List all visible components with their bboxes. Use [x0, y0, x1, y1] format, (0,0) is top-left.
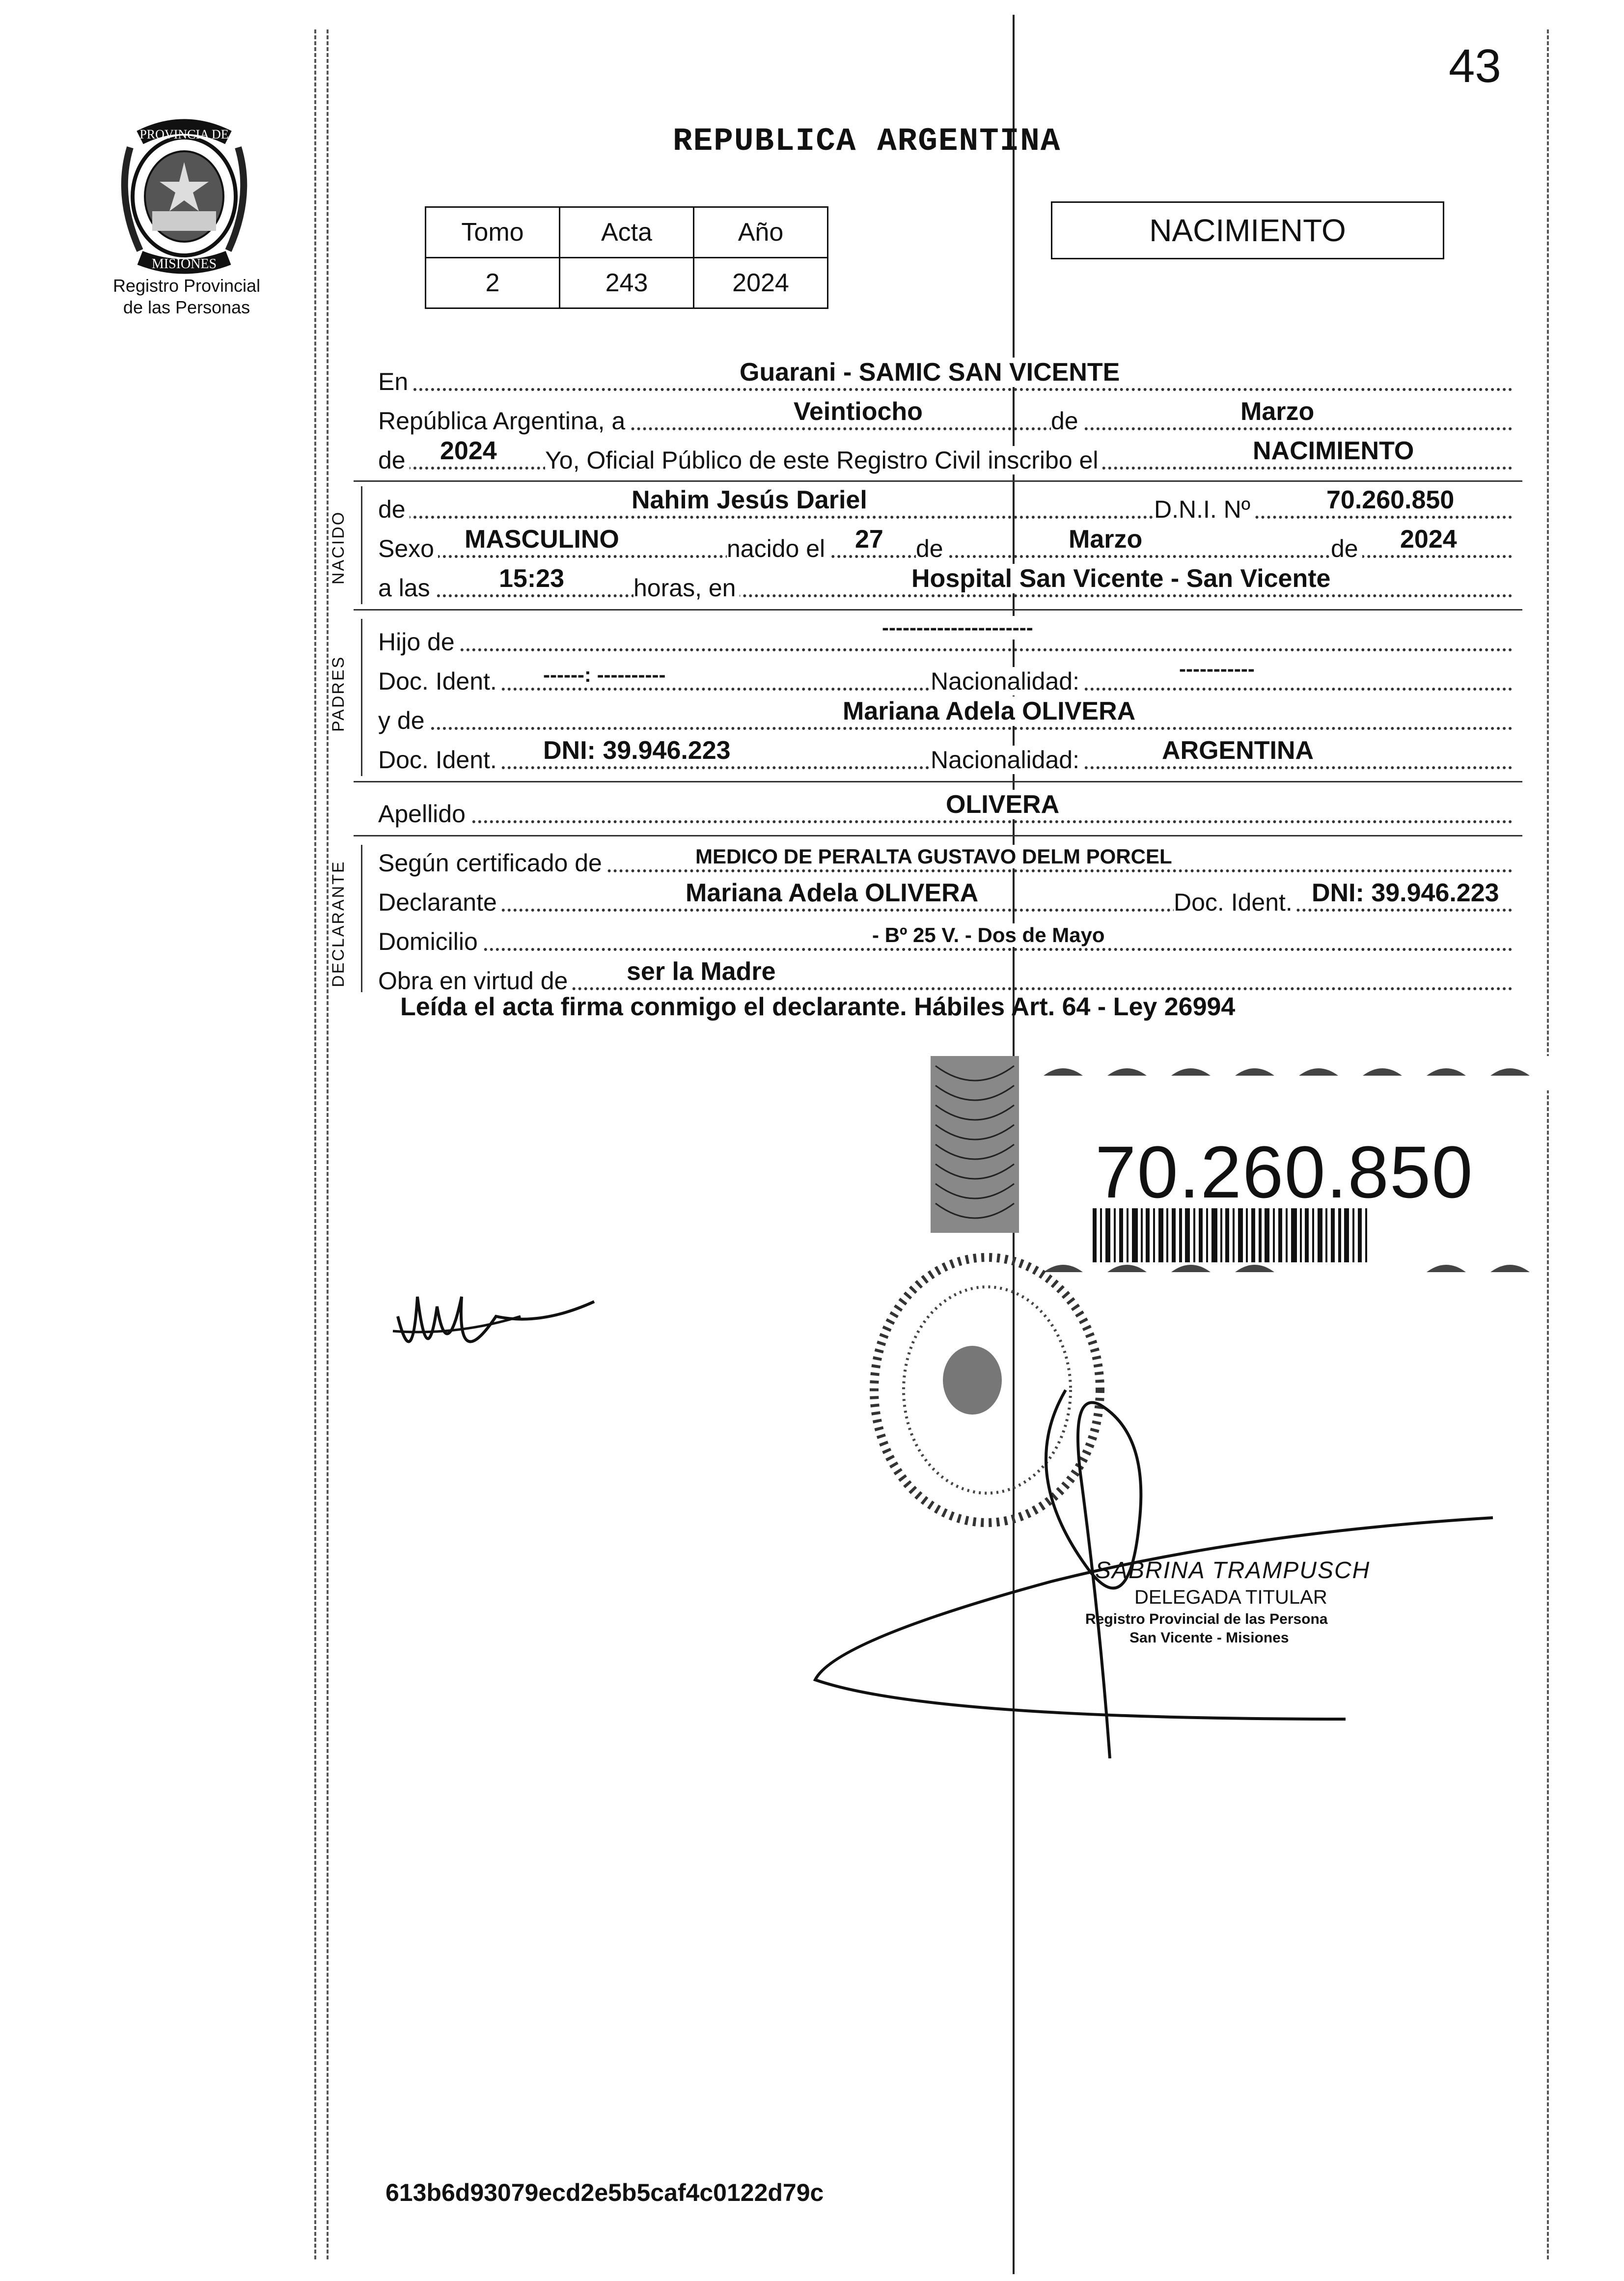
- label-y-de: y de: [378, 706, 429, 735]
- value-acta: 243: [560, 258, 694, 308]
- value-year: 2024: [437, 436, 500, 466]
- label-de-birth-year: de: [1331, 534, 1362, 563]
- row-hora: [378, 565, 1513, 604]
- seal-text-bottom: MISIONES: [151, 256, 217, 272]
- row-en: [378, 359, 1513, 398]
- label-horas-en: horas, en: [633, 574, 740, 602]
- logo-caption: [98, 275, 275, 318]
- label-de-year: de: [378, 446, 410, 474]
- row-sexo: [378, 526, 1513, 565]
- label-dni: D.N.I. Nº: [1154, 495, 1254, 524]
- header-acta: Acta: [560, 207, 694, 258]
- label-republica: República Argentina, a: [378, 407, 629, 435]
- row-padre: [378, 616, 1513, 658]
- document-title: REPUBLICA ARGENTINA: [673, 123, 1061, 160]
- label-padre-doc: Doc. Ident.: [378, 667, 501, 695]
- logo-caption-line2: de las Personas: [123, 297, 250, 317]
- divider-padres: [354, 781, 1522, 782]
- value-lugar: Hospital San Vicente - San Vicente: [908, 564, 1333, 593]
- value-birth-day: 27: [852, 525, 886, 554]
- header-anio: Año: [694, 207, 828, 258]
- row-obra: [378, 958, 1513, 997]
- divider-nacido: [354, 609, 1522, 611]
- value-madre-nac: ARGENTINA: [1159, 736, 1317, 765]
- section-label-padres: PADRES: [329, 655, 348, 732]
- logo-caption-line1: Registro Provincial: [112, 276, 261, 296]
- bar-padres: [361, 619, 362, 776]
- closing-statement: Leída el acta firma conmigo el declarante. Hábiles Art. 64 - Ley 26994: [400, 993, 1236, 1021]
- value-anio: 2024: [694, 258, 828, 308]
- label-madre-nac: Nacionalidad:: [931, 746, 1083, 774]
- divider-apellido: [354, 835, 1522, 836]
- value-madre-doc: DNI: 39.946.223: [540, 736, 734, 765]
- value-padre: ----------------------: [879, 616, 1036, 640]
- section-label-nacido: NACIDO: [329, 510, 348, 584]
- bar-declarante: [361, 845, 362, 992]
- label-padre-nac: Nacionalidad:: [931, 667, 1083, 695]
- value-birth-month: Marzo: [1066, 525, 1145, 554]
- value-hora: 15:23: [496, 564, 567, 593]
- label-nombre: de: [378, 495, 410, 524]
- label-en: En: [378, 367, 412, 396]
- page-number: 43: [1449, 40, 1501, 92]
- label-de-month: de: [1051, 407, 1082, 435]
- value-certificado: MEDICO DE PERALTA GUSTAVO DELM PORCEL: [692, 845, 1175, 868]
- row-anio: [378, 437, 1513, 476]
- signer-role: DELEGADA TITULAR: [1134, 1586, 1327, 1608]
- act-type-box: NACIMIENTO: [1051, 201, 1444, 259]
- value-birth-year: 2024: [1397, 525, 1460, 554]
- value-obra: ser la Madre: [624, 957, 779, 986]
- value-padre-nac: -----------: [1176, 657, 1258, 681]
- row-madre-doc: [378, 737, 1513, 776]
- seal-text-top: PROVINCIA DE: [139, 127, 229, 141]
- value-month: Marzo: [1238, 397, 1317, 426]
- label-oficial-text: Yo, Oficial Público de este Registro Civil inscribo el: [545, 446, 1102, 474]
- value-tomo: 2: [426, 258, 560, 308]
- value-domicilio: - Bº 25 V. - Dos de Mayo: [869, 923, 1108, 947]
- value-day: Veintiocho: [791, 397, 926, 426]
- label-de-birth-month: de: [916, 534, 947, 563]
- row-domicilio: [378, 918, 1513, 958]
- registry-table: [425, 206, 828, 309]
- label-domicilio: Domicilio: [378, 927, 482, 956]
- row-apellido: [378, 791, 1513, 830]
- value-madre: Mariana Adela OLIVERA: [840, 696, 1138, 726]
- signer-org-line1: Registro Provincial de las Persona: [1085, 1611, 1328, 1627]
- left-margin-line-2: [327, 29, 329, 2259]
- registry-value-row: [426, 258, 828, 308]
- label-obra: Obra en virtud de: [378, 967, 572, 995]
- value-padre-doc: ------: ----------: [540, 663, 668, 687]
- value-sexo: MASCULINO: [462, 525, 622, 554]
- label-certificado: Según certificado de: [378, 849, 606, 877]
- label-a-las: a las: [378, 574, 434, 602]
- province-seal-logo: [110, 118, 258, 275]
- label-hijo-de: Hijo de: [378, 628, 459, 656]
- row-certificado: [378, 840, 1513, 879]
- left-margin-line: [314, 29, 316, 2259]
- value-nombre: Nahim Jesús Dariel: [629, 485, 870, 515]
- label-madre-doc: Doc. Ident.: [378, 746, 501, 774]
- declarant-signature: [383, 1277, 604, 1385]
- value-declarante-doc: DNI: 39.946.223: [1309, 878, 1502, 908]
- value-apellido: OLIVERA: [943, 790, 1062, 819]
- row-padre-doc: [378, 658, 1513, 697]
- header-tomo: Tomo: [426, 207, 560, 258]
- value-declarante: Mariana Adela OLIVERA: [683, 878, 981, 908]
- value-acto: NACIMIENTO: [1250, 436, 1417, 466]
- document-hash: 613b6d93079ecd2e5b5caf4c0122d79c: [385, 2179, 824, 2206]
- row-nombre: [378, 486, 1513, 526]
- row-republica: [378, 398, 1513, 437]
- label-declarante: Declarante: [378, 888, 501, 917]
- signer-name: SABRINA TRAMPUSCH: [1095, 1558, 1371, 1584]
- id-sticker-number: 70.260.850: [1095, 1131, 1474, 1213]
- value-en: Guarani - SAMIC SAN VICENTE: [737, 358, 1123, 387]
- label-declarante-doc: Doc. Ident.: [1174, 888, 1296, 917]
- row-declarante: [378, 879, 1513, 918]
- divider-top: [354, 480, 1522, 482]
- signer-org-line2: San Vicente - Misiones: [1129, 1630, 1289, 1646]
- barcode: [1093, 1208, 1367, 1262]
- label-apellido: Apellido: [378, 800, 469, 828]
- label-sexo: Sexo: [378, 534, 438, 563]
- label-nacido-el: nacido el: [727, 534, 829, 563]
- bar-nacido: [361, 486, 362, 604]
- value-dni: 70.260.850: [1323, 485, 1457, 515]
- row-madre: [378, 697, 1513, 737]
- section-label-declarante: DECLARANTE: [329, 860, 348, 987]
- registry-header-row: [426, 207, 828, 258]
